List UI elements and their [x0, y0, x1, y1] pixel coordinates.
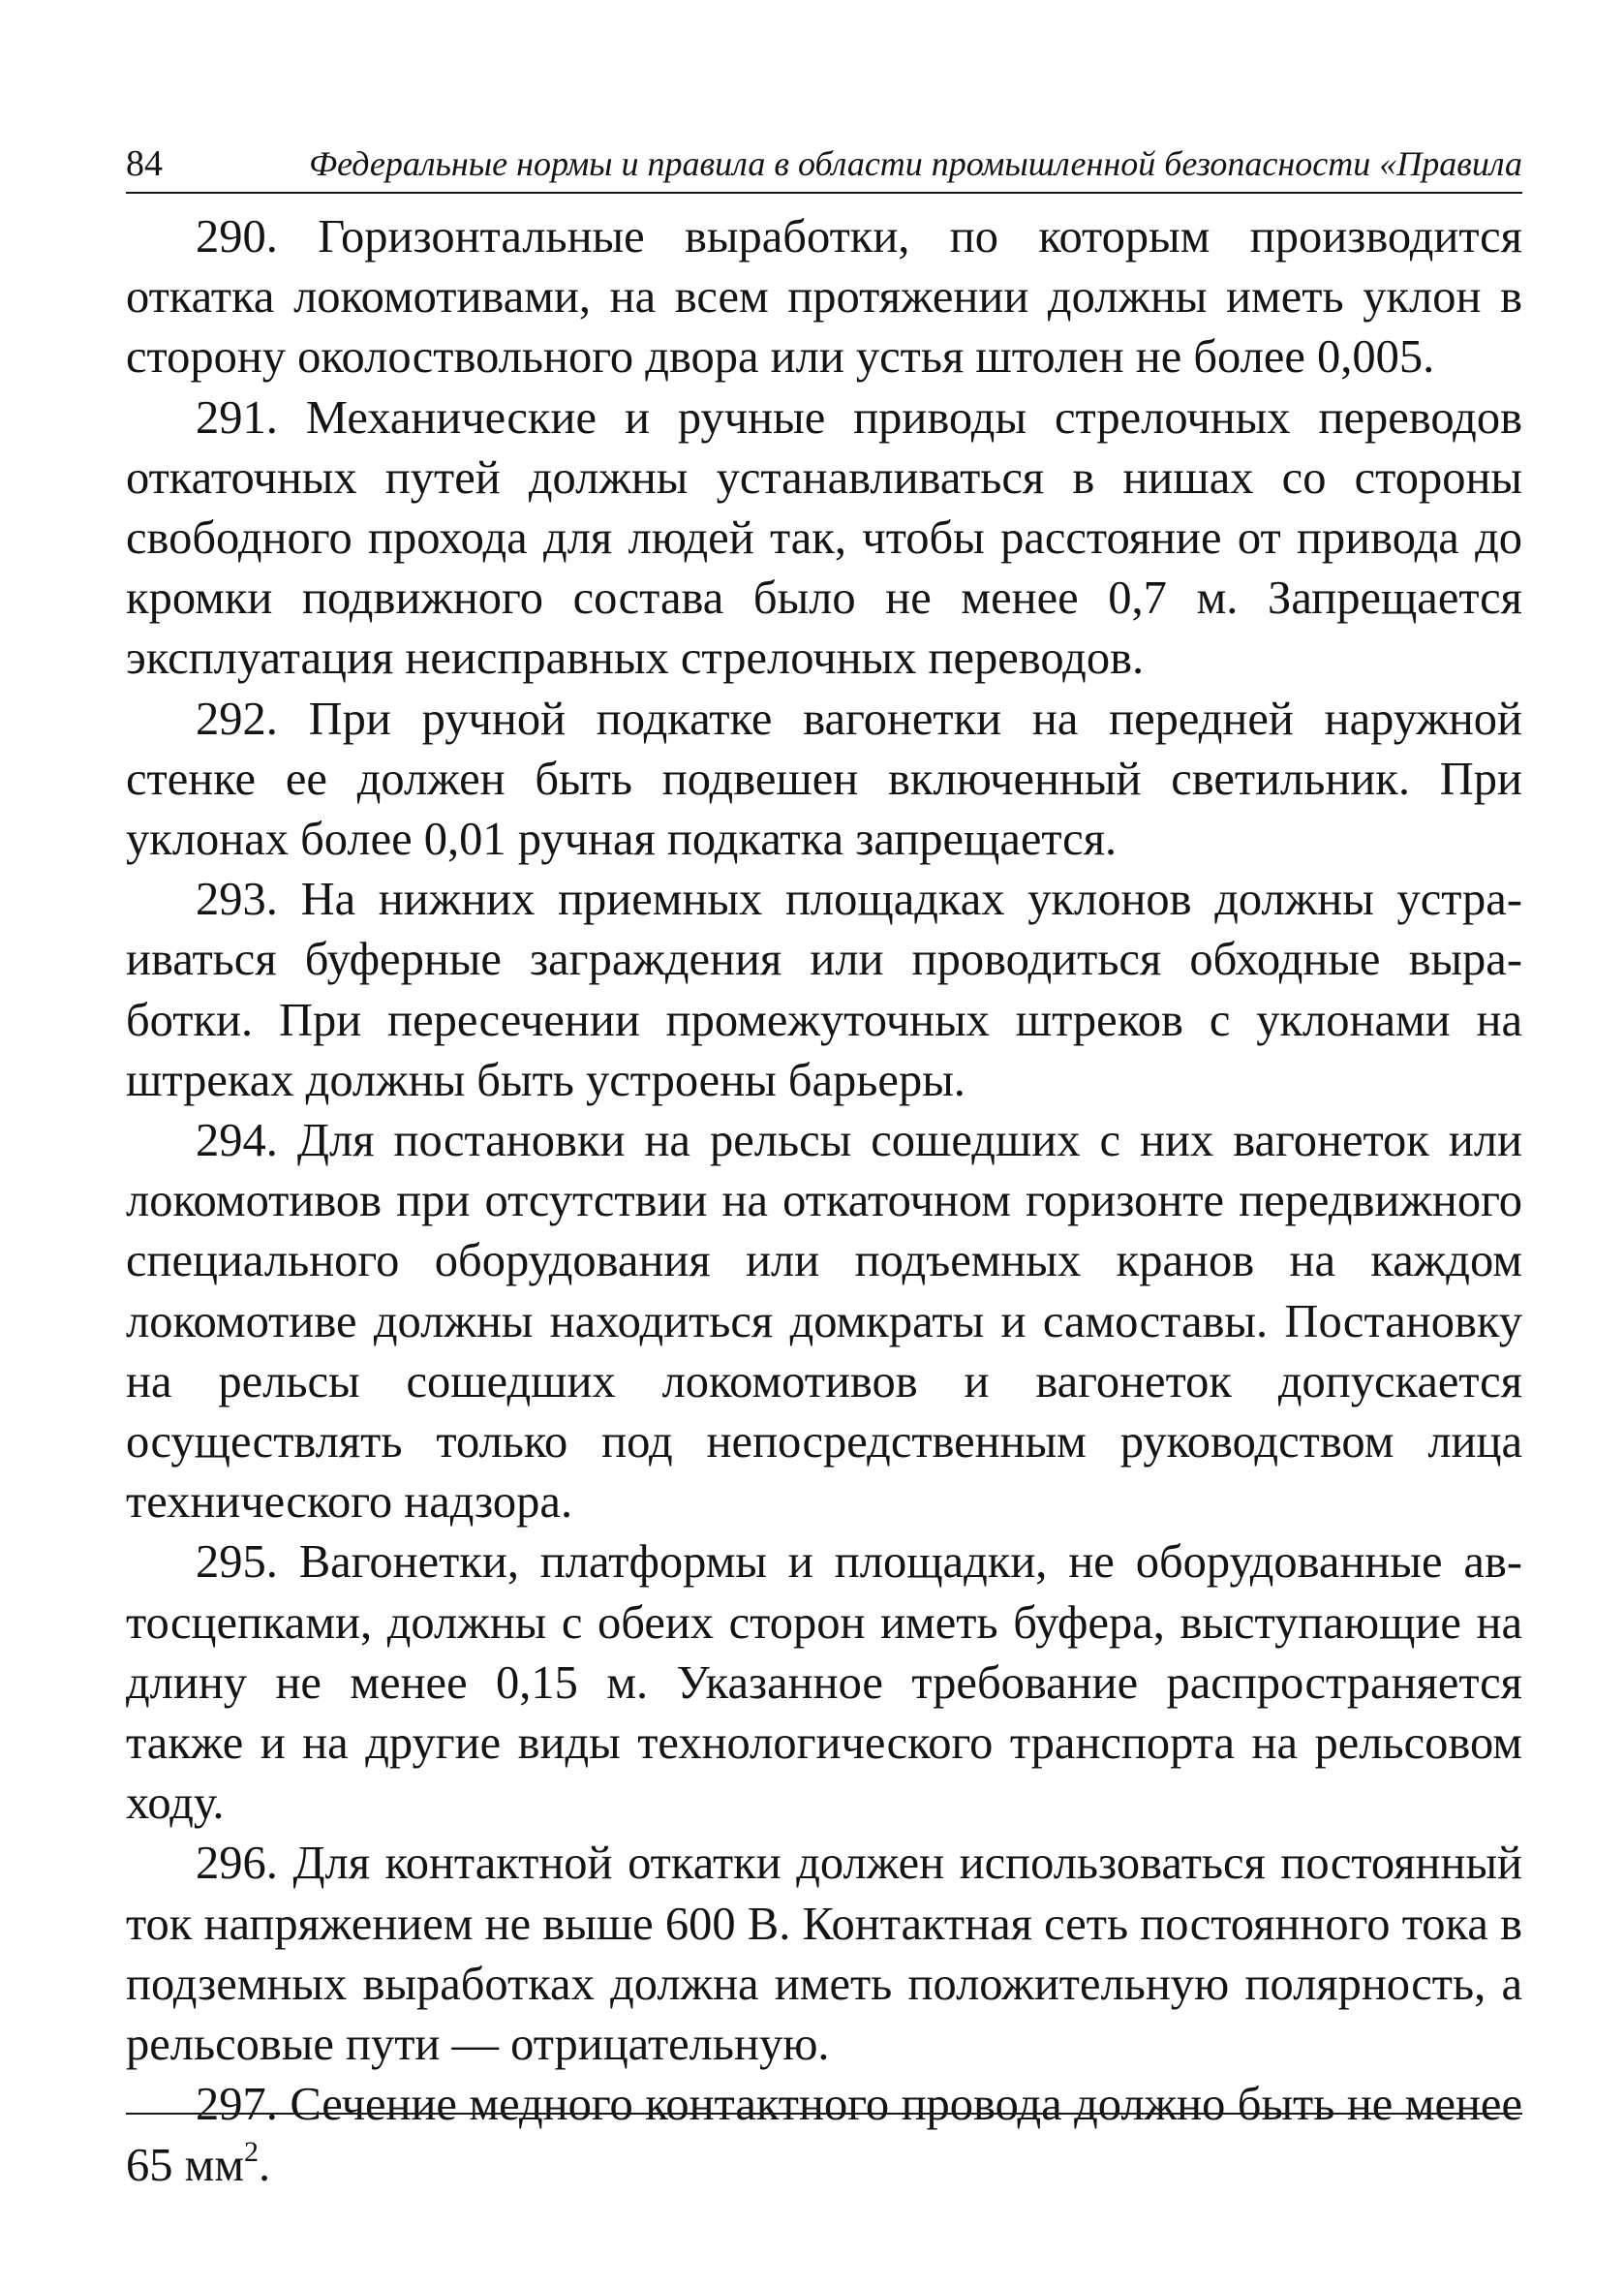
paragraph-297-text: 297. Сечение медного контактного провода должно быть не менее 65 мм: [126, 2079, 1522, 2191]
paragraph-297: [126, 2075, 1522, 2195]
page-number: 84: [126, 143, 163, 184]
superscript-squared: 2: [244, 2135, 260, 2168]
paragraph-293: 293. На нижних приемных площадках уклонов должны устраиваться буферные заграждения или проводиться обходные выработки. При пересечении промежуточных штреков с уклонами на штреках должны быть устроены барьеры.: [126, 874, 1522, 1106]
running-header-title: Федеральные нормы и правила в области промышленной безопасности «Правила: [309, 144, 1522, 183]
running-header: [126, 136, 1522, 194]
bottom-rule: [126, 2113, 1522, 2115]
paragraph-294: 294. Для постановки на рельсы сошедших с них вагонеток или локомотивов при отсутствии на откаточном горизонте передвижного специального оборудования или подъемных кранов на каждом локомотиве должны находиться домкраты и самоставы. Постановку на рельсы сошедших локомотивов и вагонеток допускается осуществлять только под непосредственным руководством лица технического надзора.: [126, 1115, 1522, 1529]
paragraph-290: 290. Горизонтальные выработки, по которым производится откатка локомотивами, на всем протяжении должны иметь уклон в сторону околоствольного двора или устья штолен не более 0,005.: [126, 211, 1522, 384]
paragraph-297-tail: .: [259, 2139, 271, 2191]
paragraph-292: 292. При ручной подкатке вагонетки на передней наружной стенке ее должен быть подвешен включенный светильник. При уклонах более 0,01 ручная подкатка запрещается.: [126, 693, 1522, 866]
paragraph-296: 296. Для контактной откатки должен использоваться постоянный ток напряжением не выше 600 В. Контактная сеть постоянного тока в подземных выработках должна иметь положительную полярность, а рельсовые пути — отрицательную.: [126, 1838, 1522, 2071]
paragraph-295: 295. Вагонетки, платформы и площадки, не оборудованные автосцепками, должны с обеих сторон иметь буфера, выступающие на длину не менее 0,15 м. Указанное требование распространяется также и на другие виды технологического транспорта на рельсовом ходу.: [126, 1536, 1522, 1830]
body-text: [126, 207, 1522, 2196]
paragraph-291: 291. Механические и ручные приводы стрелочных переводов откаточных путей должны устанавливаться в нишах со стороны свободного прохода для людей так, чтобы расстояние от привода до кромки подвижного состава было не менее 0,7 м. Запрещается эксплуатация неисправных стрелочных переводов.: [126, 391, 1522, 685]
